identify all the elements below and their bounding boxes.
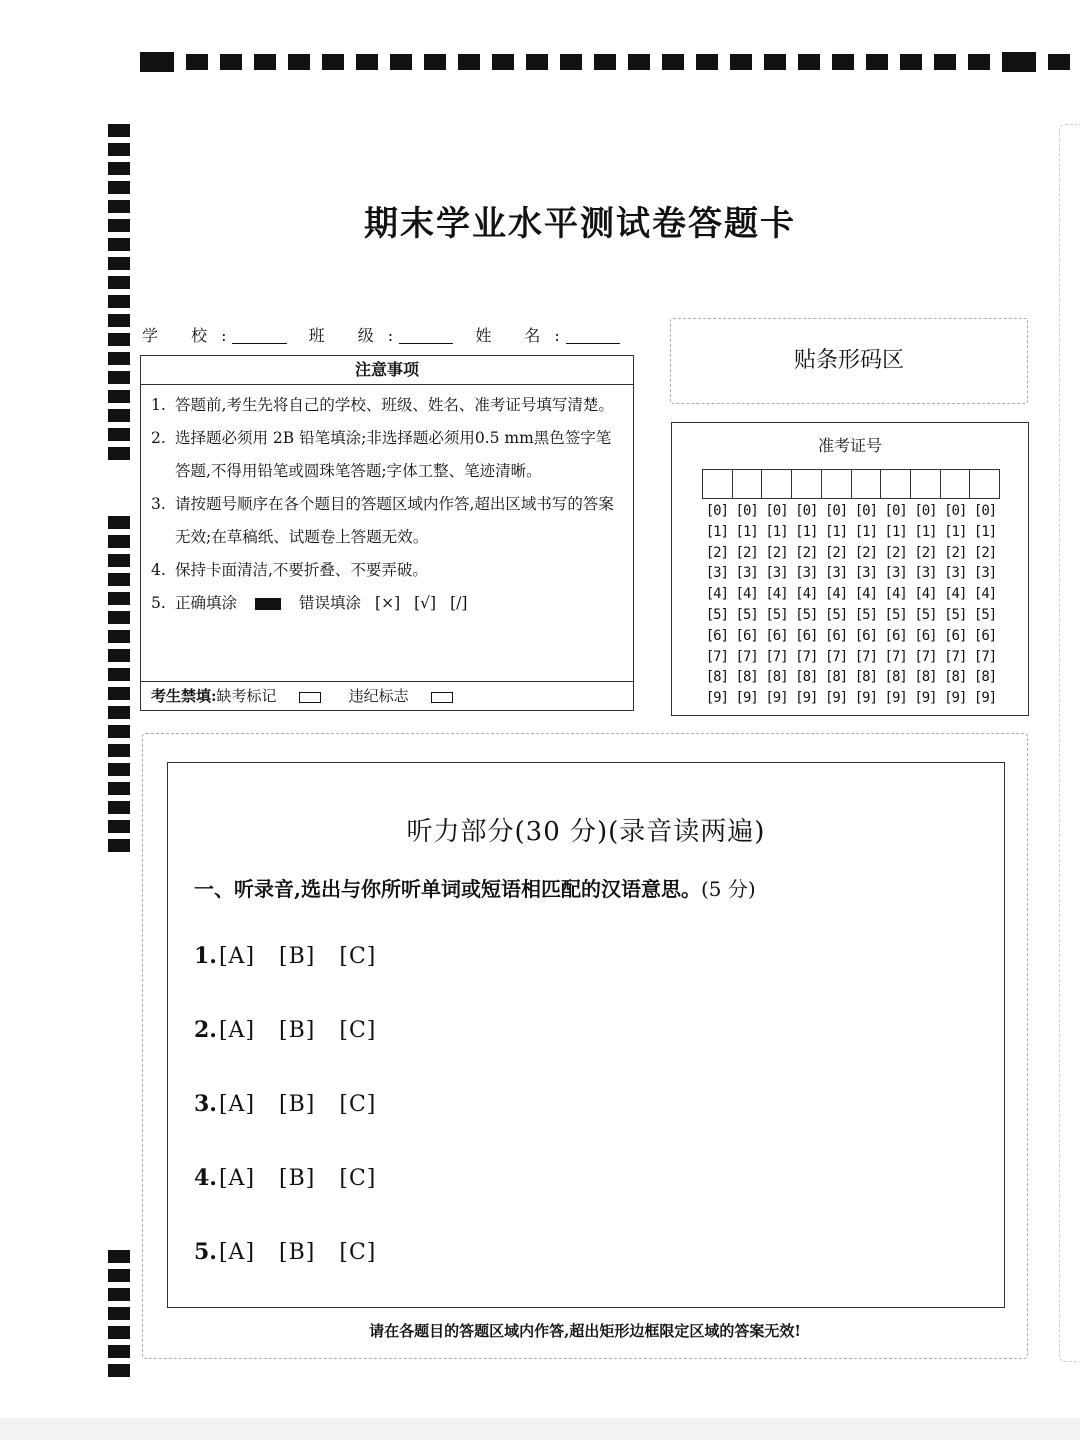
digit-bubble[interactable]: [6]: [705, 627, 729, 644]
digit-bubble[interactable]: [4]: [765, 586, 788, 603]
digit-bubble[interactable]: [9]: [824, 690, 848, 707]
digit-bubble[interactable]: [3]: [765, 565, 788, 582]
class-label: 班 级:: [308, 325, 408, 345]
digit-bubble[interactable]: [6]: [854, 627, 878, 644]
digit-bubble[interactable]: [3]: [884, 565, 907, 582]
digit-bubble[interactable]: [0]: [705, 503, 729, 519]
digit-bubble[interactable]: [7]: [884, 648, 907, 665]
timing-mark: [108, 668, 130, 681]
timing-mark: [108, 1345, 130, 1358]
digit-bubble[interactable]: [0]: [765, 503, 788, 519]
timing-mark: [968, 54, 990, 70]
digit-bubble[interactable]: [9]: [765, 690, 788, 707]
ticket-digit-column: [762, 501, 792, 709]
timing-mark: [140, 52, 174, 72]
ticket-digit-cell[interactable]: [881, 470, 911, 498]
digit-bubble[interactable]: [8]: [735, 669, 758, 686]
digit-bubble[interactable]: [2]: [795, 544, 818, 561]
digit-bubble[interactable]: [1]: [705, 523, 729, 540]
top-timing-marks: [140, 50, 1080, 74]
digit-bubble[interactable]: [3]: [824, 565, 848, 582]
digit-bubble[interactable]: [6]: [824, 627, 848, 644]
right-edge-frame: [1059, 124, 1080, 1362]
timing-mark: [108, 801, 130, 814]
timing-mark: [832, 54, 854, 70]
listening-title: 听力部分(30 分)(录音读两遍): [406, 817, 766, 847]
ticket-digit-cell[interactable]: [822, 470, 852, 498]
timing-mark: [764, 54, 786, 70]
timing-mark: [458, 54, 480, 70]
notice-item: 1. 答题前,考生先将自己的学校、班级、姓名、准考证号填写清楚。: [151, 396, 614, 414]
timing-mark: [696, 54, 718, 70]
timing-mark: [108, 554, 130, 567]
timing-mark: [108, 744, 130, 757]
barcode-area: 贴条形码区: [670, 318, 1028, 404]
timing-mark: [390, 54, 412, 70]
digit-bubble[interactable]: [3]: [735, 565, 758, 582]
ticket-number-title: 准考证号: [817, 436, 882, 455]
digit-bubble[interactable]: [7]: [765, 648, 788, 665]
timing-mark: [108, 276, 130, 289]
digit-bubble[interactable]: [4]: [914, 586, 937, 603]
option-b-bubble[interactable]: [B]: [279, 1165, 316, 1191]
timing-mark: [108, 295, 130, 308]
timing-mark: [730, 54, 752, 70]
digit-bubble[interactable]: [2]: [705, 544, 729, 561]
digit-bubble[interactable]: [8]: [765, 669, 788, 686]
ticket-digit-column: [851, 501, 881, 709]
timing-mark: [108, 687, 130, 700]
digit-bubble[interactable]: [9]: [914, 690, 937, 707]
digit-bubble[interactable]: [7]: [973, 648, 997, 665]
wrong-fill-mark: [/]: [450, 594, 468, 612]
digit-bubble[interactable]: [2]: [735, 544, 758, 561]
option-b-bubble[interactable]: [B]: [279, 1017, 316, 1043]
left-timing-marks: [108, 516, 130, 858]
digit-bubble[interactable]: [2]: [914, 544, 937, 561]
timing-mark: [628, 54, 650, 70]
timing-mark: [900, 54, 922, 70]
digit-bubble[interactable]: [7]: [824, 648, 848, 665]
notice-item: 2. 选择题必须用 2B 铅笔填涂;非选择题必须用0.5 mm黑色签字笔答题,不得用铅笔或圆珠笔答题;字体工整、笔迹清晰。: [151, 429, 612, 480]
section-1-heading: 一、听录音,选出与你所听单词或短语相匹配的汉语意思。(5 分): [194, 877, 756, 901]
digit-bubble[interactable]: [1]: [854, 523, 878, 540]
option-a-bubble[interactable]: [A]: [218, 1165, 256, 1191]
digit-bubble[interactable]: [5]: [795, 606, 818, 623]
digit-bubble[interactable]: [8]: [914, 669, 937, 686]
digit-bubble[interactable]: [5]: [854, 606, 878, 623]
ticket-digit-cell[interactable]: [941, 470, 971, 498]
digit-bubble[interactable]: [9]: [973, 690, 997, 707]
digit-bubble[interactable]: [9]: [854, 690, 878, 707]
proctor-only-row: [141, 681, 633, 710]
timing-mark: [866, 54, 888, 70]
ticket-digit-bubbles: [702, 501, 1000, 709]
digit-bubble[interactable]: [2]: [824, 544, 848, 561]
violation-label: 违纪标志: [348, 687, 409, 705]
ticket-number-box: [671, 422, 1029, 716]
notice-box: [140, 355, 634, 711]
timing-mark: [108, 763, 130, 776]
digit-bubble[interactable]: [3]: [854, 565, 878, 582]
timing-mark: [492, 54, 514, 70]
timing-mark: [108, 447, 130, 460]
ticket-digit-column: [940, 501, 970, 709]
digit-bubble[interactable]: [4]: [824, 586, 848, 603]
ticket-digit-column: [821, 501, 851, 709]
digit-bubble[interactable]: [7]: [854, 648, 878, 665]
timing-mark: [108, 1250, 130, 1263]
digit-bubble[interactable]: [9]: [944, 690, 967, 707]
timing-mark: [594, 54, 616, 70]
option-c-bubble[interactable]: [C]: [339, 943, 377, 969]
timing-mark: [356, 54, 378, 70]
absent-label: 缺考标记: [216, 687, 277, 705]
digit-bubble[interactable]: [4]: [884, 586, 907, 603]
name-field[interactable]: [566, 325, 620, 344]
notice-item: 4. 保持卡面清洁,不要折叠、不要弄破。: [151, 561, 428, 579]
timing-mark: [526, 54, 548, 70]
digit-bubble[interactable]: [2]: [765, 544, 788, 561]
digit-bubble[interactable]: [2]: [973, 544, 997, 561]
digit-bubble[interactable]: [8]: [973, 669, 997, 686]
ticket-digit-column: [702, 501, 732, 709]
digit-bubble[interactable]: [6]: [944, 627, 967, 644]
name-label: 姓 名:: [475, 325, 574, 345]
digit-bubble[interactable]: [1]: [944, 523, 967, 540]
digit-bubble[interactable]: [7]: [705, 648, 729, 665]
digit-bubble[interactable]: [5]: [765, 606, 788, 623]
digit-bubble[interactable]: [7]: [795, 648, 818, 665]
digit-bubble[interactable]: [5]: [884, 606, 907, 623]
digit-bubble[interactable]: [7]: [944, 648, 967, 665]
digit-bubble[interactable]: [8]: [705, 669, 729, 686]
digit-bubble[interactable]: [0]: [854, 503, 878, 519]
digit-bubble[interactable]: [1]: [795, 523, 818, 540]
proctor-only-label: 考生禁填:: [151, 687, 217, 705]
timing-mark: [108, 390, 130, 403]
ticket-digit-column: [791, 501, 821, 709]
digit-bubble[interactable]: [5]: [735, 606, 758, 623]
timing-mark: [108, 1269, 130, 1282]
question-row: 2. [A] [B] [C]: [194, 1017, 377, 1043]
timing-mark: [108, 1288, 130, 1301]
notice-heading: 注意事项: [141, 356, 633, 385]
digit-bubble[interactable]: [2]: [884, 544, 907, 561]
digit-bubble[interactable]: [7]: [914, 648, 937, 665]
digit-bubble[interactable]: [5]: [705, 606, 729, 623]
option-a-bubble[interactable]: [A]: [218, 943, 256, 969]
ticket-digit-column: [732, 501, 762, 709]
timing-mark: [108, 706, 130, 719]
bottom-strip: [0, 1418, 1080, 1440]
question-row: 3. [A] [B] [C]: [194, 1091, 377, 1117]
timing-mark: [108, 181, 130, 194]
timing-mark: [108, 782, 130, 795]
timing-mark: [108, 535, 130, 548]
timing-mark: [108, 839, 130, 852]
digit-bubble[interactable]: [6]: [884, 627, 907, 644]
digit-bubble[interactable]: [0]: [795, 503, 818, 519]
violation-checkbox[interactable]: [431, 692, 453, 703]
ticket-digit-column: [911, 501, 941, 709]
digit-bubble[interactable]: [2]: [944, 544, 967, 561]
timing-mark: [108, 649, 130, 662]
timing-mark: [108, 257, 130, 270]
timing-mark: [108, 573, 130, 586]
timing-mark: [108, 820, 130, 833]
class-field[interactable]: [399, 325, 453, 344]
listening-answer-box: [167, 762, 1005, 1308]
question-row: 5. [A] [B] [C]: [194, 1239, 377, 1265]
digit-bubble[interactable]: [3]: [973, 565, 997, 582]
digit-bubble[interactable]: [0]: [824, 503, 848, 519]
notice-item: 3. 请按题号顺序在各个题目的答题区域内作答,超出区域书写的答案无效;在草稿纸、试题卷上答题无效。: [151, 495, 614, 546]
timing-mark: [254, 54, 276, 70]
digit-bubble[interactable]: [4]: [854, 586, 878, 603]
timing-mark: [108, 611, 130, 624]
ticket-digit-cell[interactable]: [792, 470, 822, 498]
digit-bubble[interactable]: [1]: [765, 523, 788, 540]
correct-fill-label: 正确填涂: [175, 594, 238, 612]
digit-bubble[interactable]: [9]: [884, 690, 907, 707]
timing-mark: [108, 124, 130, 137]
digit-bubble[interactable]: [6]: [735, 627, 758, 644]
option-a-bubble[interactable]: [A]: [218, 1239, 256, 1265]
digit-bubble[interactable]: [4]: [973, 586, 997, 603]
digit-bubble[interactable]: [8]: [884, 669, 907, 686]
digit-bubble[interactable]: [3]: [914, 565, 937, 582]
ticket-digit-cell[interactable]: [703, 470, 733, 498]
digit-bubble[interactable]: [1]: [735, 523, 758, 540]
wrong-fill-label: 错误填涂: [299, 594, 362, 612]
digit-bubble[interactable]: [6]: [973, 627, 997, 644]
correct-fill-mark: [255, 598, 281, 610]
digit-bubble[interactable]: [9]: [705, 690, 729, 707]
option-b-bubble[interactable]: [B]: [279, 1091, 316, 1117]
option-a-bubble[interactable]: [A]: [218, 1091, 256, 1117]
timing-mark: [108, 143, 130, 156]
ticket-digit-cell[interactable]: [970, 470, 999, 498]
digit-bubble[interactable]: [7]: [735, 648, 758, 665]
ticket-number-write-cells: [702, 469, 1000, 499]
timing-mark: [108, 314, 130, 327]
option-b-bubble[interactable]: [B]: [279, 1239, 316, 1265]
digit-bubble[interactable]: [5]: [973, 606, 997, 623]
timing-mark: [1002, 52, 1036, 72]
page-title: 期末学业水平测试卷答题卡: [364, 204, 796, 244]
digit-bubble[interactable]: [1]: [973, 523, 997, 540]
timing-mark: [108, 162, 130, 175]
timing-mark: [108, 592, 130, 605]
timing-mark: [108, 725, 130, 738]
timing-mark: [798, 54, 820, 70]
fill-example-row: 5. 正确填涂 错误填涂 [×] [√] [/]: [151, 587, 623, 620]
digit-bubble[interactable]: [3]: [795, 565, 818, 582]
timing-mark: [220, 54, 242, 70]
timing-mark: [322, 54, 344, 70]
wrong-fill-mark: [×]: [375, 594, 401, 612]
school-field[interactable]: [232, 325, 286, 344]
digit-bubble[interactable]: [4]: [735, 586, 758, 603]
digit-bubble[interactable]: [8]: [854, 669, 878, 686]
timing-mark: [108, 333, 130, 346]
ticket-digit-column: [970, 501, 1000, 709]
timing-mark: [186, 54, 208, 70]
digit-bubble[interactable]: [4]: [795, 586, 818, 603]
digit-bubble[interactable]: [4]: [705, 586, 729, 603]
digit-bubble[interactable]: [4]: [944, 586, 967, 603]
ticket-digit-column: [881, 501, 911, 709]
digit-bubble[interactable]: [8]: [824, 669, 848, 686]
digit-bubble[interactable]: [9]: [795, 690, 818, 707]
option-b-bubble[interactable]: [B]: [279, 943, 316, 969]
digit-bubble[interactable]: [1]: [914, 523, 937, 540]
timing-mark: [108, 1307, 130, 1320]
ticket-digit-cell[interactable]: [911, 470, 941, 498]
digit-bubble[interactable]: [6]: [765, 627, 788, 644]
digit-bubble[interactable]: [6]: [795, 627, 818, 644]
option-c-bubble[interactable]: [C]: [339, 1091, 377, 1117]
timing-mark: [560, 54, 582, 70]
digit-bubble[interactable]: [8]: [944, 669, 967, 686]
digit-bubble[interactable]: [8]: [795, 669, 818, 686]
timing-mark: [108, 371, 130, 384]
timing-mark: [108, 409, 130, 422]
digit-bubble[interactable]: [9]: [735, 690, 758, 707]
timing-mark: [1048, 54, 1070, 70]
digit-bubble[interactable]: [3]: [705, 565, 729, 582]
footer-note: 请在各题目的答题区域内作答,超出矩形边框限定区域的答案无效!: [369, 1322, 801, 1340]
option-c-bubble[interactable]: [C]: [339, 1165, 377, 1191]
digit-bubble[interactable]: [2]: [854, 544, 878, 561]
digit-bubble[interactable]: [6]: [914, 627, 937, 644]
timing-mark: [108, 352, 130, 365]
timing-mark: [108, 630, 130, 643]
ticket-digit-cell[interactable]: [733, 470, 763, 498]
timing-mark: [108, 1326, 130, 1339]
option-c-bubble[interactable]: [C]: [339, 1017, 377, 1043]
digit-bubble[interactable]: [0]: [973, 503, 997, 519]
digit-bubble[interactable]: [5]: [914, 606, 937, 623]
option-a-bubble[interactable]: [A]: [218, 1017, 256, 1043]
digit-bubble[interactable]: [3]: [944, 565, 967, 582]
absent-checkbox[interactable]: [299, 692, 321, 703]
question-row: 1. [A] [B] [C]: [194, 943, 377, 969]
timing-mark: [108, 1364, 130, 1377]
digit-bubble[interactable]: [5]: [944, 606, 967, 623]
option-c-bubble[interactable]: [C]: [339, 1239, 377, 1265]
digit-bubble[interactable]: [0]: [884, 503, 907, 519]
ticket-digit-cell[interactable]: [852, 470, 882, 498]
notice-list: [141, 385, 633, 620]
digit-bubble[interactable]: [1]: [884, 523, 907, 540]
wrong-fill-mark: [√]: [414, 594, 437, 612]
timing-mark: [424, 54, 446, 70]
ticket-digit-cell[interactable]: [762, 470, 792, 498]
digit-bubble[interactable]: [5]: [824, 606, 848, 623]
question-row: 4. [A] [B] [C]: [194, 1165, 377, 1191]
school-label: 学 校:: [142, 325, 241, 345]
timing-mark: [934, 54, 956, 70]
timing-mark: [288, 54, 310, 70]
left-timing-marks: [108, 124, 130, 466]
timing-mark: [108, 428, 130, 441]
left-timing-marks: [108, 1250, 130, 1383]
digit-bubble[interactable]: [1]: [824, 523, 848, 540]
digit-bubble[interactable]: [0]: [944, 503, 967, 519]
timing-mark: [108, 516, 130, 529]
student-info-line: [142, 320, 642, 348]
digit-bubble[interactable]: [0]: [914, 503, 937, 519]
timing-mark: [662, 54, 684, 70]
digit-bubble[interactable]: [0]: [735, 503, 758, 519]
